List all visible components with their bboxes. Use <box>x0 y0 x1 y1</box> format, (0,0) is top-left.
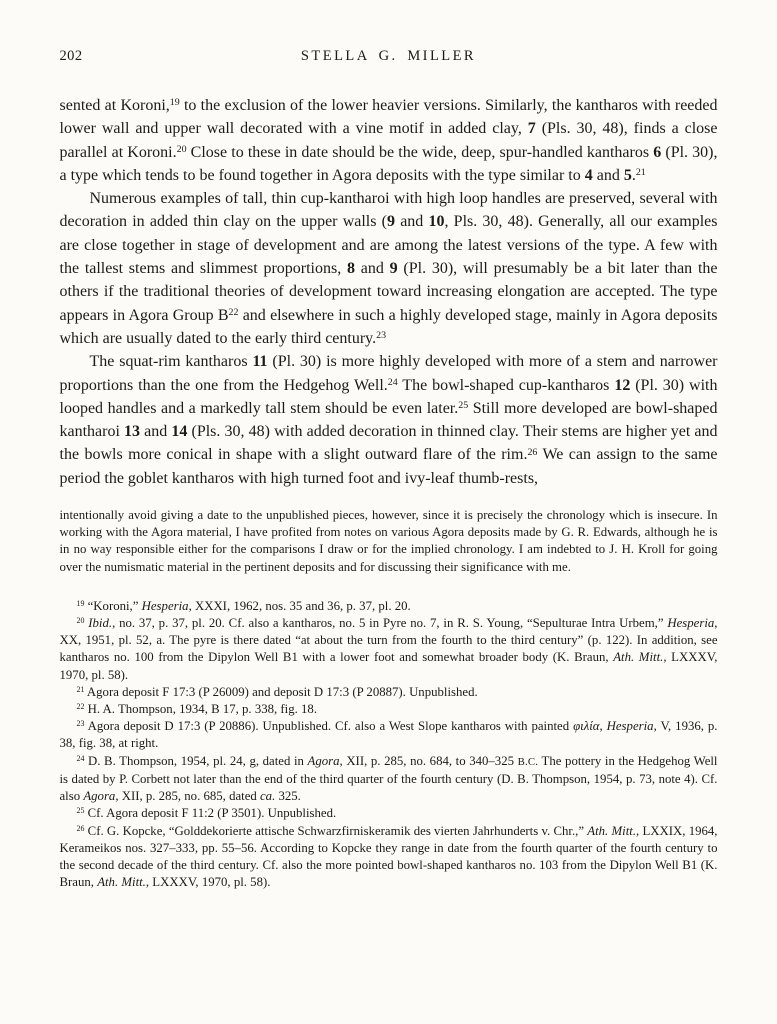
body-paragraph-2: Numerous examples of tall, thin cup-kantharoi with high loop handles are preserved, several with decoration in added thin clay on the upper walls (9 and 10, Pls. 30, 48). Generally, all our examples are close together in stage of development and are among the latest versions of the type. A few with the tallest stems and slimmest proportions, 8 and 9 (Pl. 30), will presumably be a bit later than the others if the traditional theories of development toward increasing elongation are accepted. The type appears in Agora Group $B^{22}$ and elsewhere in such a highly developed stage, mainly in Agora deposits which are usually dated to the early third century.$^{23}$ <box>59 190 718 347</box>
footnote-22: $^{22}$ H. A. Thompson, 1934, B 17, p. 338, fig. 18. <box>76 702 318 717</box>
footnote-list <box>60 598 718 891</box>
body-text <box>60 94 718 490</box>
body-paragraph-3: The squat-rim kantharos 11 (Pl. 30) is more highly developed with more of a stem and narrower proportions than the one from the Hedgehog Well.$^{24}$ The bowl-shaped cup-kantharos 12 (Pl. 30) with looped handles and a markedly tall stem should be even later.$^{25}$ Still more developed are bowl-shaped kantharoi 13 and 14 (Pls. 30, 48) with added decoration in thinned clay. Their stems are higher yet and the bowls more conical in shape with a slight outward flare of the rim.$^{26}$ We can assign to the same period the goblet kantharos with high turned foot and ivy-leaf thumb-rests, <box>59 353 718 487</box>
footnote-24: $^{24}$ D. B. Thompson, 1954, pl. 24, g, dated in Agora, XII, p. 285, no. 684, to 340–325 B.C. The pottery in the Hedgehog Well is dated by P. Corbett not later than the end of the third quarter of the fourth century (D. B. Thompson, 1954, p. 73, note 4). Cf. also Agora, XII, p. 285, no. 685, dated ca. 325. <box>59 753 718 804</box>
footnote-25: $^{25}$ Cf. Agora deposit F 11:2 (P 3501). Unpublished. <box>76 806 337 821</box>
footnote-26: $^{26}$ Cf. G. Kopcke, “Golddekorierte attische Schwarzfirniskeramik des vierten Jahrhunderts v. Chr.,” Ath. Mitt., LXXIX, 1964, Kerameikos nos. 327–333, pp. 55–56. According to Kopcke they range in date from the fourth quarter of the fourth century to the second decade of the third century. Cf. also the more pointed bowl-shaped kantharos no. 103 from the Dipylon Well B1 (K. Braun, Ath. Mitt., LXXXV, 1970, pl. 58). <box>59 823 718 890</box>
page-header <box>60 48 718 68</box>
footnote-19: $^{19}$ “Koroni,” Hesperia, XXXI, 1962, nos. 35 and 36, p. 37, pl. 20. <box>76 598 411 613</box>
page-number: 202 <box>59 48 83 64</box>
footnote-21: $^{21}$ Agora deposit F 17:3 (P 26009) and deposit D 17:3 (P 20887). Unpublished. <box>76 684 478 699</box>
footnote-20: $^{20}$ Ibid., no. 37, p. 37, pl. 20. Cf. also a kantharos, no. 5 in Pyre no. 7, in R. S. Young, “Sepulturae Intra Urbem,” Hesperia, XX, 1951, pl. 52, a. The pyre is there dated “at about the turn from the fourth to the third century” (p. 122). In addition, see kantharos no. 100 from the Dipylon Well B1 with a lower foot and somewhat broader body (K. Braun, Ath. Mitt., LXXXV, 1970, pl. 58). <box>59 616 718 682</box>
running-head: STELLA G. MILLER <box>300 48 477 64</box>
footnote-continuation: intentionally avoid giving a date to the unpublished pieces, however, since it is precisely the chronology which is insecure. In working with the Agora material, I have profited from notes on various Agora deposits made by G. R. Edwards, although he is in no way responsible either for the comparisons I draw or for the implied chronology. I am indebted to J. H. Kroll for going over the numismatic material in the pertinent deposits and for discussing their significance with me. <box>59 508 718 574</box>
page-content <box>60 0 718 891</box>
footnote-23: $^{23}$ Agora deposit D 17:3 (P 20886). Unpublished. Cf. also a West Slope kantharos with painted φιλία, Hesperia, V, 1936, p. 38, fig. 38, at right. <box>59 719 718 751</box>
footnotes-section <box>60 507 718 891</box>
body-paragraph-1: sented at Koroni,$^{19}$ to the exclusion of the lower heavier versions. Similarly, the kantharos with reeded lower wall and upper wall decorated with a vine motif in added clay, 7 (Pls. 30, 48), finds a close parallel at Koroni.$^{20}$ Close to these in date should be the wide, deep, spur-handled kantharos 6 (Pl. 30), a type which tends to be found together in Agora deposits with the type similar to 4 and 5.21 <box>59 97 718 184</box>
